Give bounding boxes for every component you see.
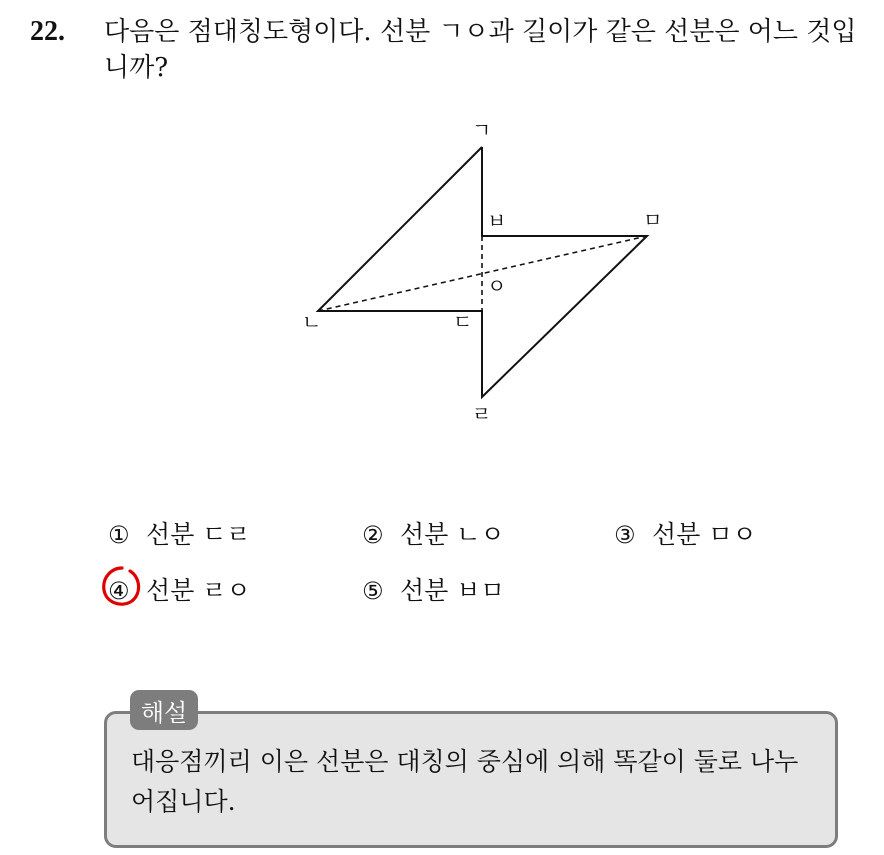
choice-1-marker: ① bbox=[108, 521, 130, 549]
choice-5-marker: ⑤ bbox=[362, 577, 384, 605]
label-o: ㅇ bbox=[487, 274, 507, 298]
question-number: 22. bbox=[30, 16, 65, 47]
choice-3-marker: ③ bbox=[614, 521, 636, 549]
choice-4-marker: ④ bbox=[108, 577, 130, 605]
label-n: ㄴ bbox=[302, 310, 322, 334]
label-g: ㄱ bbox=[472, 118, 492, 142]
choice-5-text: 선분 ㅂㅁ bbox=[399, 576, 505, 605]
explanation-text: 대응점끼리 이은 선분은 대칭의 중심에 의해 똑같이 둘로 나누어집니다. bbox=[131, 747, 799, 816]
choice-2[interactable] bbox=[362, 515, 505, 551]
label-m: ㅁ bbox=[643, 208, 663, 232]
choice-2-marker: ② bbox=[362, 521, 384, 549]
point-symmetric-figure bbox=[290, 115, 680, 435]
choice-2-text: 선분 ㄴㅇ bbox=[399, 520, 505, 549]
choice-3[interactable] bbox=[614, 515, 757, 551]
choice-4[interactable] bbox=[108, 571, 251, 607]
choice-4-text: 선분 ㄹㅇ bbox=[145, 576, 251, 605]
choice-3-text: 선분 ㅁㅇ bbox=[651, 520, 757, 549]
label-d: ㄷ bbox=[453, 310, 473, 334]
explanation-tab: 해설 bbox=[130, 690, 198, 730]
choice-1-text: 선분 ㄷㄹ bbox=[145, 520, 251, 549]
explanation-box bbox=[104, 711, 838, 848]
label-r: ㄹ bbox=[472, 402, 492, 426]
question-text: 다음은 점대칭도형이다. 선분 ㄱㅇ과 길이가 같은 선분은 어느 것입니까? bbox=[104, 17, 857, 83]
label-b: ㅂ bbox=[487, 209, 507, 233]
choice-5[interactable] bbox=[362, 571, 505, 607]
choice-1[interactable] bbox=[108, 515, 251, 551]
figure-svg bbox=[290, 115, 680, 435]
selected-answer-circle-icon bbox=[100, 563, 144, 607]
